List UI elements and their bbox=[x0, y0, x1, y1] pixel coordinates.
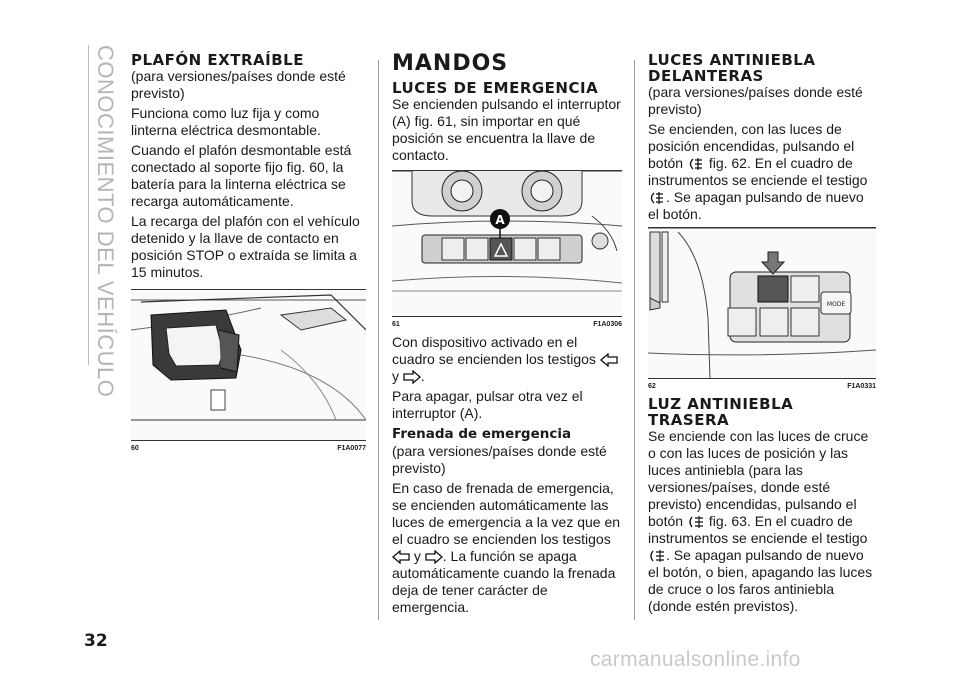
paragraph: La recarga del plafón con el vehículo detenido y la llave de contacto en posición STOP o extraída se limita a 15 minutos. bbox=[131, 213, 360, 280]
paragraph: (para versiones/países donde esté previsto) bbox=[392, 443, 607, 476]
figure-code: F1A0306 bbox=[593, 321, 622, 328]
figure-number: 62 bbox=[648, 383, 656, 390]
paragraph: Funciona como luz fija y como linterna eléctrica desmontable. bbox=[131, 105, 321, 138]
paragraph: Se encienden, con las luces de posición encendidas, pulsando el botón fig. 62. En el cuadro de instrumentos se enciende el testigo . Se apagan pulsando de nuevo el botón. bbox=[648, 121, 868, 222]
figure-code: F1A0331 bbox=[847, 383, 876, 390]
column-divider bbox=[634, 60, 635, 620]
rear-fog-light-icon bbox=[648, 549, 666, 563]
figure-caption bbox=[392, 321, 622, 328]
hazard-switch-illustration bbox=[392, 171, 622, 316]
column-plafon bbox=[131, 52, 366, 458]
figure-61 bbox=[392, 170, 622, 317]
figure-caption bbox=[131, 445, 366, 452]
heading-luz-antiniebla-trasera: LUZ ANTINIEBLA TRASERA bbox=[648, 395, 794, 429]
section-sidebar bbox=[88, 45, 118, 398]
section-title: CONOCIMIENTO DEL VEHÍCULO bbox=[93, 45, 118, 398]
paragraph: En caso de frenada de emergencia, se encienden automáticamente las luces de emergencia a la vez que en el cuadro se encienden los testigos y . La función se apaga automáticamente cuando la frenada deja de tener carácter de emergencia. bbox=[392, 480, 621, 615]
paragraph: Con dispositivo activado en el cuadro se encienden los testigos y . bbox=[392, 334, 622, 385]
mode-label: MODE bbox=[826, 301, 846, 308]
rear-fog-light-icon bbox=[687, 515, 705, 529]
figure-number: 61 bbox=[392, 321, 400, 328]
column-mandos bbox=[392, 52, 622, 619]
figure-62 bbox=[648, 227, 876, 379]
paragraph: (para versiones/países donde esté previsto) bbox=[131, 68, 346, 101]
paragraph: (para versiones/países donde esté previsto) bbox=[648, 84, 863, 117]
paragraph: Para apagar, pulsar otra vez el interruptor (A). bbox=[392, 388, 583, 421]
paragraph: Cuando el plafón desmontable está conectado al soporte fijo fig. 60, la batería para la linterna eléctrica se recarga automáticamente. bbox=[131, 142, 352, 209]
sidebar-line bbox=[88, 45, 89, 365]
front-fog-light-icon bbox=[687, 157, 705, 171]
figure-60 bbox=[131, 289, 366, 441]
fog-switch-illustration bbox=[648, 228, 876, 378]
heading-mandos: MANDOS bbox=[392, 51, 509, 76]
figure-number: 60 bbox=[131, 445, 139, 452]
front-fog-light-icon bbox=[648, 191, 666, 205]
heading-luces-emergencia: LUCES DE EMERGENCIA bbox=[392, 79, 599, 97]
plafon-illustration bbox=[131, 290, 366, 440]
page-number: 32 bbox=[84, 631, 108, 651]
turn-left-icon bbox=[392, 550, 410, 564]
column-divider bbox=[378, 60, 379, 620]
turn-right-icon bbox=[403, 370, 421, 384]
heading-frenada-emergencia: Frenada de emergencia bbox=[392, 426, 572, 442]
callout-a: A bbox=[495, 213, 505, 227]
paragraph: Se encienden pulsando el interruptor (A) fig. 61, sin importar en qué posición se encuentra la llave de contacto. bbox=[392, 96, 621, 163]
figure-code: F1A0077 bbox=[337, 445, 366, 452]
watermark: carmanualsonline.info bbox=[590, 648, 801, 671]
paragraph: Se enciende con las luces de cruce o con las luces de posición y las luces antiniebla (para las versiones/países, donde esté previsto) encendidas, pulsando el botón fig. 63. En el cuadro de instrumentos se enciende el testigo . Se apagan pulsando de nuevo el botón, o bien, apagando las luces de cruce o los faros antiniebla (donde estén previstos). bbox=[648, 428, 873, 614]
turn-left-icon bbox=[600, 353, 618, 367]
heading-plafon: PLAFÓN EXTRAÍBLE bbox=[131, 51, 304, 69]
heading-antiniebla-delanteras: LUCES ANTINIEBLA DELANTERAS bbox=[648, 51, 816, 85]
turn-right-icon bbox=[425, 550, 443, 564]
column-antiniebla bbox=[648, 52, 876, 618]
figure-caption bbox=[648, 383, 876, 390]
